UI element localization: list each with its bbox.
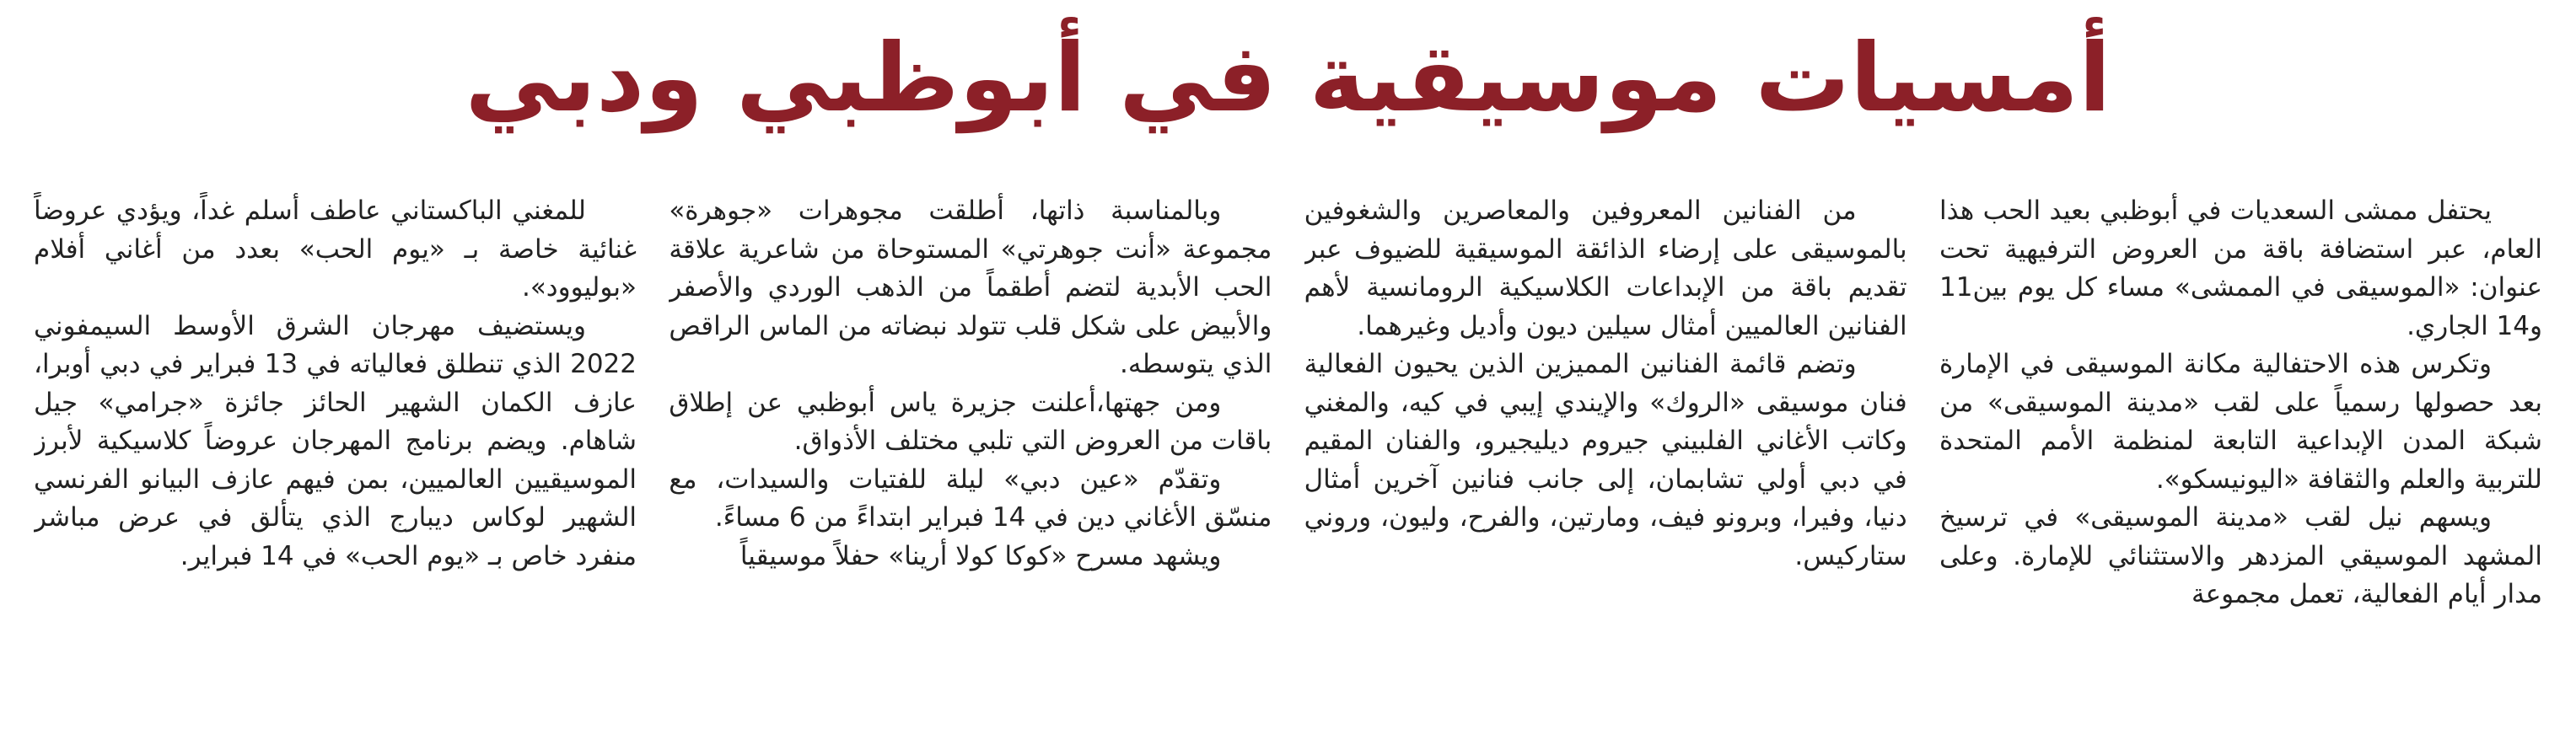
paragraph: يحتفل ممشى السعديات في أبوظبي بعيد الحب هذا العام، عبر استضافة باقة من العروض الترفيهية تحت عنوان: «الموسيقى في الممشى» مساء كل يوم بين11 و14 الجاري.: [1939, 196, 2542, 341]
article-column-1: [1939, 192, 2542, 715]
paragraph: ويستضيف مهرجان الشرق الأوسط السيمفوني 2022 الذي تنطلق فعالياته في 13 فبراير في دبي أوبرا، عازف الكمان الشهير الحائز جائزة «جرامي» جيل شاهام. ويضم برنامج المهرجان عروضاً كلاسيكية لأبرز الموسيقيين العالميين، بمن فيهم عازف البيانو الفرنسي الشهير لوكاس ديبارج الذي يتألق في عرض مباشر منفرد خاص بـ «يوم الحب» في 14 فبراير.: [34, 310, 637, 571]
article-column-3: [669, 192, 1272, 715]
paragraph: ويسهم نيل لقب «مدينة الموسيقى» في ترسيخ المشهد الموسيقي المزدهر والاستثنائي للإمارة. وعلى مدار أيام الفعالية، تعمل مجموعة: [1939, 502, 2542, 609]
article-headline: أمسيات موسيقية في أبوظبي ودبي: [465, 24, 2111, 133]
paragraph: وتقدّم «عين دبي» ليلة للفتيات والسيدات، مع منسّق الأغاني دين في 14 فبراير ابتداءً من 6 مساءً.: [669, 463, 1272, 533]
paragraph: وبالمناسبة ذاتها، أطلقت مجوهرات «جوهرة» مجموعة «أنت جوهرتي» المستوحاة من شاعرية علاقة الحب الأبدية لتضم أطقماً من الذهب الوردي والأصفر والأبيض على شكل قلب تتولد نبضاته من الماس الراقص الذي يتوسطه.: [669, 196, 1272, 379]
paragraph: وتكرس هذه الاحتفالية مكانة الموسيقى في الإمارة بعد حصولها رسمياً على لقب «مدينة الموسيقى» من شبكة المدن الإبداعية التابعة لمنظمة الأمم المتحدة للتربية والعلم والثقافة «اليونيسكو».: [1939, 349, 2542, 495]
paragraph: وتضم قائمة الفنانين المميزين الذين يحيون الفعالية فنان موسيقى «الروك» والإيندي إيبي في كيه، والمغني وكاتب الأغاني الفلبيني جيروم ديليجيرو، والفنان المقيم في دبي أولي تشابمان، إلى جانب فنانين آخرين أمثال دنيا، وفيرا، وبرونو فيف، ومارتين، والفرح، وليون، وروني ستاركيس.: [1304, 349, 1907, 571]
paragraph: ومن جهتها،أعلنت جزيرة ياس أبوظبي عن إطلاق باقات من العروض التي تلبي مختلف الأذواق.: [669, 387, 1272, 456]
article-body: [34, 192, 2542, 715]
paragraph: من الفنانين المعروفين والمعاصرين والشغوفين بالموسيقى على إرضاء الذائقة الموسيقية للضيوف عبر تقديم باقة من الإبداعات الكلاسيكية الرومانسية لأهم الفنانين العالميين أمثال سيلين ديون وأديل وغيرهما.: [1304, 196, 1907, 341]
article-column-4: [34, 192, 637, 715]
paragraph: للمغني الباكستاني عاطف أسلم غداً، ويؤدي عروضاً غنائية خاصة بـ «يوم الحب» بعدد من أغاني أفلام «بوليوود».: [34, 196, 637, 303]
article-column-2: [1304, 192, 1907, 715]
paragraph: ويشهد مسرح «كوكا كولا أرينا» حفلاً موسيقياً: [739, 540, 1222, 571]
